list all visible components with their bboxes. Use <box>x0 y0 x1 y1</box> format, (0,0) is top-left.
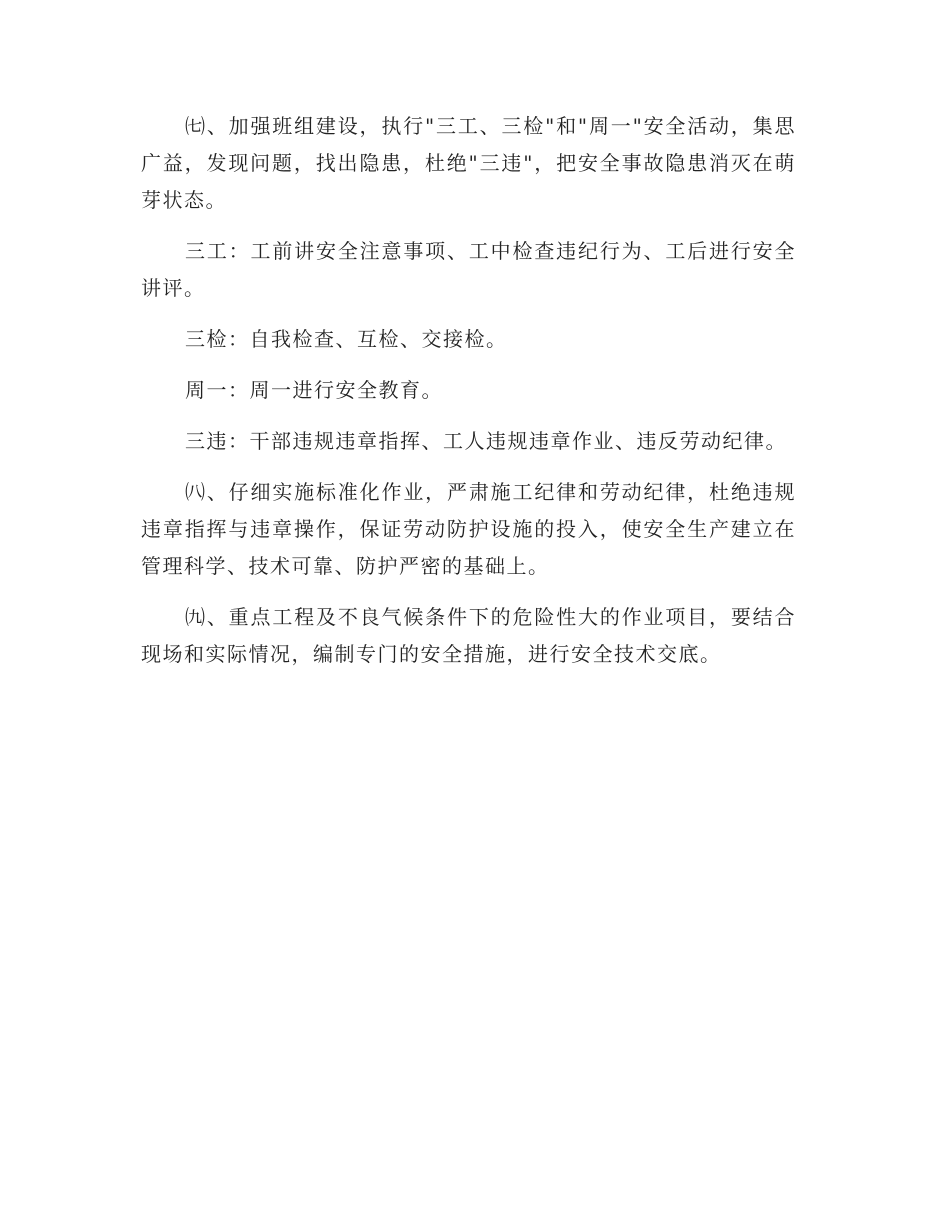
paragraph-three-work: 三工：工前讲安全注意事项、工中检查违纪行为、工后进行安全讲评。 <box>141 239 796 300</box>
paragraph-three-violations: 三违：干部违规违章指挥、工人违规违章作业、违反劳动纪律。 <box>185 429 787 453</box>
document-body <box>141 108 796 687</box>
paragraph-monday: 周一：周一进行安全教育。 <box>185 378 443 402</box>
paragraph-item-8: ㈧、仔细实施标准化作业，严肃施工纪律和劳动纪律，杜绝违规违章指挥与违章操作，保证劳动防护设施的投入，使安全生产建立在管理科学、技术可靠、防护严密的基础上。 <box>141 480 796 578</box>
paragraph-three-checks: 三检：自我检查、互检、交接检。 <box>185 327 508 351</box>
paragraph-item-7: ㈦、加强班组建设，执行"三工、三检"和"周一"安全活动，集思广益，发现问题，找出隐患，杜绝"三违"，把安全事故隐患消灭在萌芽状态。 <box>141 114 796 212</box>
paragraph-item-9: ㈨、重点工程及不良气候条件下的危险性大的作业项目，要结合现场和实际情况，编制专门的安全措施，进行安全技术交底。 <box>141 605 796 666</box>
